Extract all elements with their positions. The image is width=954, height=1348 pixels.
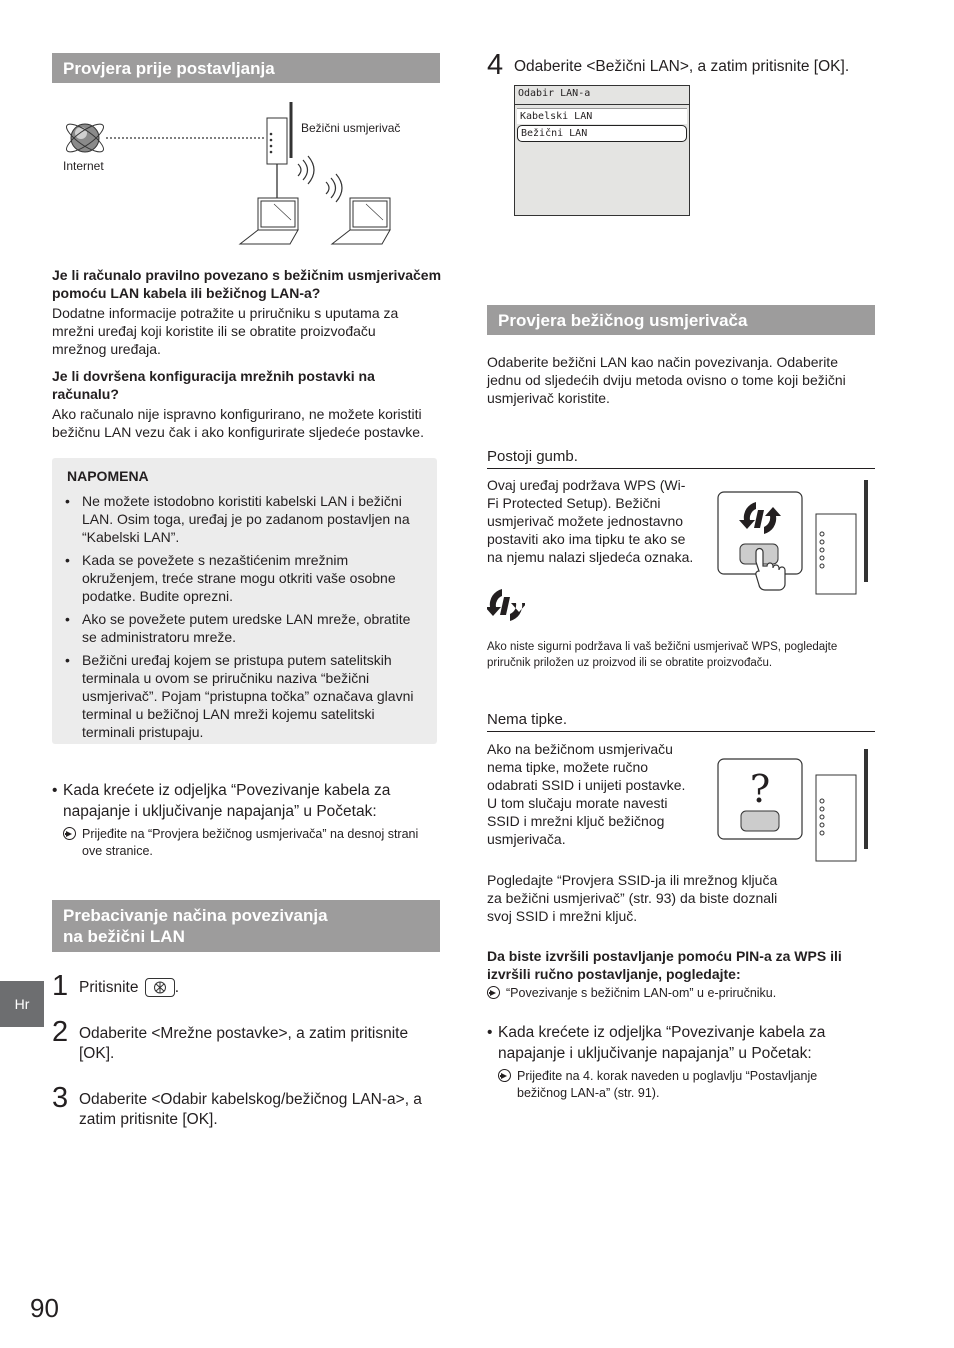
router-intro: Odaberite bežični LAN kao način povezivanja. Odaberite jednu od sljedećih dviju metoda ovisno o tome koji bežični usmjerivač koristite. [487, 354, 846, 406]
internet-globe-icon [63, 120, 107, 157]
step-4-number: 4 [487, 49, 504, 81]
arrow-reference-right: Prijeđite na 4. korak naveden u poglavlju “Postavljanje bežičnog LAN-a” (str. 91). [498, 1068, 858, 1102]
wps-text: Ovaj uređaj podržava WPS (Wi-Fi Protected Setup). Bežični usmjerivač možete jednostavno postaviti ako ima tipku te ako se na njemu nalazi sljedeća oznaka. [487, 477, 694, 565]
note-item: • Bežični uređaj kojem se pristupa putem satelitskih terminala u ovom se priručniku naziva “bežični usmjerivač”. Pojam “pristupna točka” označava glavni terminal u bežičnoj LAN mreži kojemu satelitski terminali pristupaju. [52, 651, 423, 741]
step-1-number: 1 [52, 970, 69, 1002]
menu-key-icon [145, 978, 175, 997]
question-2: Je li dovršena konfiguracija mrežnih postavki na računalu? [52, 368, 375, 402]
lcd-item-wired[interactable]: Kabelski LAN [517, 108, 687, 124]
note-item: • Ako se povežete putem uredske LAN mreže, obratite se administratoru mreže. [52, 610, 423, 646]
note-list [52, 492, 423, 741]
answer-2: Ako računalo nije ispravno konfigurirano, ne možete koristiti bežičnu LAN vezu čak i ako konfigurirate sljedeće postavke. [52, 406, 424, 440]
note-box [52, 458, 437, 744]
section-title-router-check: Provjera bežičnog usmjerivača [487, 305, 875, 335]
start-bullet-left: • Kada krećete iz odjeljka “Povezivanje kabela za napajanje i uključivanje napajanja” u Početak: [52, 782, 391, 820]
router-label: Bežični usmjerivač [301, 121, 401, 135]
step-3-text: Odaberite <Odabir kabelskog/bežičnog LAN-a>, a zatim pritisnite [OK]. [79, 1091, 422, 1128]
note-item: • Ne možete istodobno koristiti kabelski LAN i bežični LAN. Osim toga, uređaj je po zadanom postavljen na “Kabelski LAN”. [52, 492, 423, 546]
page-number: 90 [30, 1293, 59, 1323]
arrow-right-circle-icon [63, 827, 76, 840]
section-title-switch: Prebacivanje načina povezivanja na bežični LAN [52, 900, 440, 952]
wps-router-illustration [716, 478, 876, 604]
lcd-title: Odabir LAN-a [515, 86, 689, 105]
router-icon [267, 102, 291, 164]
step-3-number: 3 [52, 1082, 69, 1114]
language-tab: Hr [0, 981, 44, 1027]
question-mark-icon: ? [749, 767, 771, 811]
subhead-has-button: Postoji gumb. [487, 448, 875, 469]
internet-label: Internet [63, 159, 104, 173]
step-4-text: Odaberite <Bežični LAN>, a zatim pritisnite [OK]. [514, 58, 850, 75]
wifi-waves-icon [298, 156, 342, 202]
laptop-icon [240, 198, 298, 244]
no-button-router-illustration [716, 745, 876, 865]
arrow-right-circle-icon [498, 1069, 511, 1082]
start-bullet-right: • Kada krećete iz odjeljka “Povezivanje kabela za napajanje i uključivanje napajanja” u Početak: [487, 1024, 826, 1062]
step-2-text: Odaberite <Mrežne postavke>, a zatim pritisnite [OK]. [79, 1025, 409, 1062]
wps-logo-icon [487, 585, 525, 625]
answer-1: Dodatne informacije potražite u priručniku s uputama za mrežni uređaj koji koristite ili se obratite proizvođaču mrežnog uređaja. [52, 305, 399, 357]
arrow-reference-manual: “Povezivanje s bežičnim LAN-om” u e-priručniku. [487, 985, 867, 1002]
step-1-text: Pritisnite . [79, 979, 180, 996]
note-title: NAPOMENA [67, 468, 149, 484]
pin-heading: Da biste izvršili postavljanje pomoću PIN-a za WPS ili izvršili ručno postavljanje, pogledajte: [487, 948, 842, 982]
wps-unsure-note: Ako niste sigurni podržava li vaš bežični usmjerivač WPS, pogledajte priručnik priložen uz proizvod ili se obratite proizvođaču. [487, 641, 838, 669]
subhead-no-button: Nema tipke. [487, 711, 875, 732]
laptop-icon [332, 198, 390, 244]
lcd-screen [514, 85, 690, 216]
no-button-text: Ako na bežičnom usmjerivaču nema tipke, možete ručno odabrati SSID i unijeti postavke. U tom slučaju morate navesti SSID i mrežni ključ bežičnog usmjerivača. [487, 741, 686, 847]
section-title-check: Provjera prije postavljanja [52, 53, 440, 83]
arrow-right-circle-icon [487, 986, 500, 999]
question-1: Je li računalo pravilno povezano s bežičnim usmjerivačem pomoću LAN kabela ili bežičnog LAN-a? [52, 267, 442, 301]
step-2-number: 2 [52, 1016, 69, 1048]
ssid-reference: Pogledajte “Provjera SSID-ja ili mrežnog ključa za bežični usmjerivač” (str. 93) da biste doznali svoj SSID i mrežni ključ. [487, 872, 778, 924]
note-item: • Kada se povežete s nezaštićenim mrežnim okruženjem, treće strane mogu otkriti vaše osobne podatke. Budite oprezni. [52, 551, 423, 605]
arrow-reference-left: Prijeđite na “Provjera bežičnog usmjerivača” na desnoj strani ove stranice. [63, 826, 423, 860]
lcd-item-wireless-selected[interactable]: Bežični LAN [517, 125, 687, 142]
